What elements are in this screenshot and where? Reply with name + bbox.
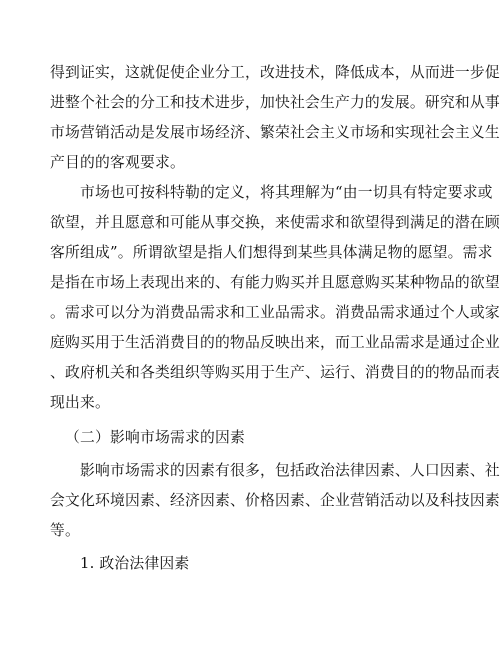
paragraph-1-line-1: 得到证实，这就促使企业分工，改进技术，降低成本，从而进一步促	[50, 64, 500, 81]
paragraph-3-line-1: 影响市场需求的因素有很多，包括政治法律因素、人口因素、社	[80, 462, 500, 479]
paragraph-1-line-4: 产目的的客观要求。	[50, 154, 185, 171]
paragraph-3-line-3: 等。	[50, 522, 80, 539]
paragraph-2-line-2: 欲望，并且愿意和可能从事交换，来使需求和欲望得到满足的潜在顾	[50, 214, 500, 231]
paragraph-1-line-3: 市场营销活动是发展市场经济、繁荣社会主义市场和实现社会主义生	[50, 124, 500, 141]
paragraph-1-line-2: 进整个社会的分工和技术进步，加快社会生产力的发展。研究和从事	[50, 94, 500, 111]
paragraph-2-line-3: 客所组成”。所谓欲望是指人们想得到某些具体满足物的愿望。需求	[50, 244, 493, 261]
paragraph-2-line-4: 是指在市场上表现出来的、有能力购买并且愿意购买某种物品的欲望	[50, 274, 500, 291]
subheading-political-legal: 1. 政治法律因素	[80, 555, 190, 572]
paragraph-2-line-6: 庭购买用于生活消费目的的物品反映出来，而工业品需求是通过企业	[50, 334, 500, 351]
section-heading: （二）影响市场需求的因素	[65, 429, 245, 446]
paragraph-3-line-2: 会文化环境因素、经济因素、价格因素、企业营销活动以及科技因素	[50, 492, 500, 509]
paragraph-2-line-1: 市场也可按科特勒的定义，将其理解为“由一切具有特定要求或	[80, 184, 493, 201]
paragraph-2-line-5: 。需求可以分为消费品需求和工业品需求。消费品需求通过个人或家	[50, 304, 500, 321]
paragraph-2-line-8: 现出来。	[50, 394, 110, 411]
paragraph-2-line-7: 、政府机关和各类组织等购买用于生产、运行、消费目的的物品而表	[50, 364, 500, 381]
